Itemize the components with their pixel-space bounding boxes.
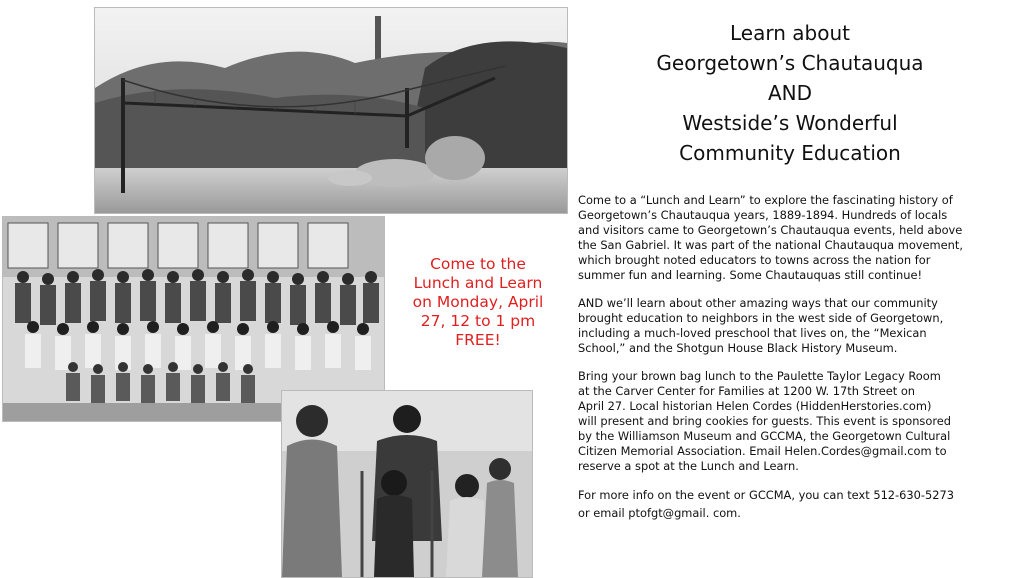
body-line: and visitors came to Georgetown’s Chautauqua events, held above bbox=[578, 223, 963, 237]
body-line: or email ptofgt@gmail. com. bbox=[578, 505, 741, 520]
paragraph-chautauqua bbox=[578, 193, 1018, 283]
body-line: brought education to neighbors in the west side of Georgetown, bbox=[578, 311, 944, 325]
paragraph-contact bbox=[578, 487, 1018, 522]
body-line: by the Williamson Museum and GCCMA, the Georgetown Cultural bbox=[578, 429, 951, 443]
callout-line: FREE! bbox=[455, 331, 501, 349]
callout-line: Come to the bbox=[430, 255, 526, 273]
body-line: at the Carver Center for Families at 1200 W. 17th Street on bbox=[578, 384, 916, 398]
body-line: will present and bring cookies for guests. This event is sponsored bbox=[578, 414, 951, 428]
photo-children-group bbox=[281, 390, 533, 578]
paragraph-location bbox=[578, 369, 1018, 474]
paragraph-westside bbox=[578, 296, 1018, 356]
body-line: Citizen Memorial Association. Email Helen.Cordes@gmail.com to bbox=[578, 444, 947, 458]
body-line: which brought noted educators to towns across the nation for bbox=[578, 253, 931, 267]
photo-bridge-river bbox=[94, 7, 568, 214]
body-line: the San Gabriel. It was part of the national Chautauqua movement, bbox=[578, 238, 963, 252]
callout-line: 27, 12 to 1 pm bbox=[420, 312, 536, 330]
body-line: Come to a “Lunch and Learn” to explore the fascinating history of bbox=[578, 193, 953, 207]
title-line: Georgetown’s Chautauqua bbox=[656, 51, 924, 75]
body-line: April 27. Local historian Helen Cordes (HiddenHerstories.com) bbox=[578, 399, 932, 413]
page-title bbox=[610, 18, 970, 168]
callout-line: on Monday, April bbox=[412, 293, 544, 311]
children-photo-graphic bbox=[282, 391, 532, 577]
body-line: AND we’ll learn about other amazing ways that our community bbox=[578, 296, 938, 310]
title-line: Westside’s Wonderful bbox=[682, 111, 898, 135]
body-line: For more info on the event or GCCMA, you can text 512-630-5273 bbox=[578, 488, 955, 502]
title-line: Community Education bbox=[679, 141, 901, 165]
callout-line: Lunch and Learn bbox=[413, 274, 543, 292]
bridge-photo-graphic bbox=[95, 8, 567, 213]
title-line: Learn about bbox=[730, 21, 850, 45]
body-line: including a much-loved preschool that lives on, the “Mexican bbox=[578, 326, 927, 340]
body-line: Georgetown’s Chautauqua years, 1889-1894. Hundreds of locals bbox=[578, 208, 948, 222]
event-callout bbox=[391, 255, 565, 350]
body-line: reserve a spot at the Lunch and Learn. bbox=[578, 459, 799, 473]
body-line: summer fun and learning. Some Chautauquas still continue! bbox=[578, 268, 923, 282]
body-line: Bring your brown bag lunch to the Paulette Taylor Legacy Room bbox=[578, 369, 941, 383]
event-description bbox=[578, 193, 1018, 535]
title-line: AND bbox=[767, 81, 813, 105]
body-line: School,” and the Shotgun House Black History Museum. bbox=[578, 341, 898, 355]
